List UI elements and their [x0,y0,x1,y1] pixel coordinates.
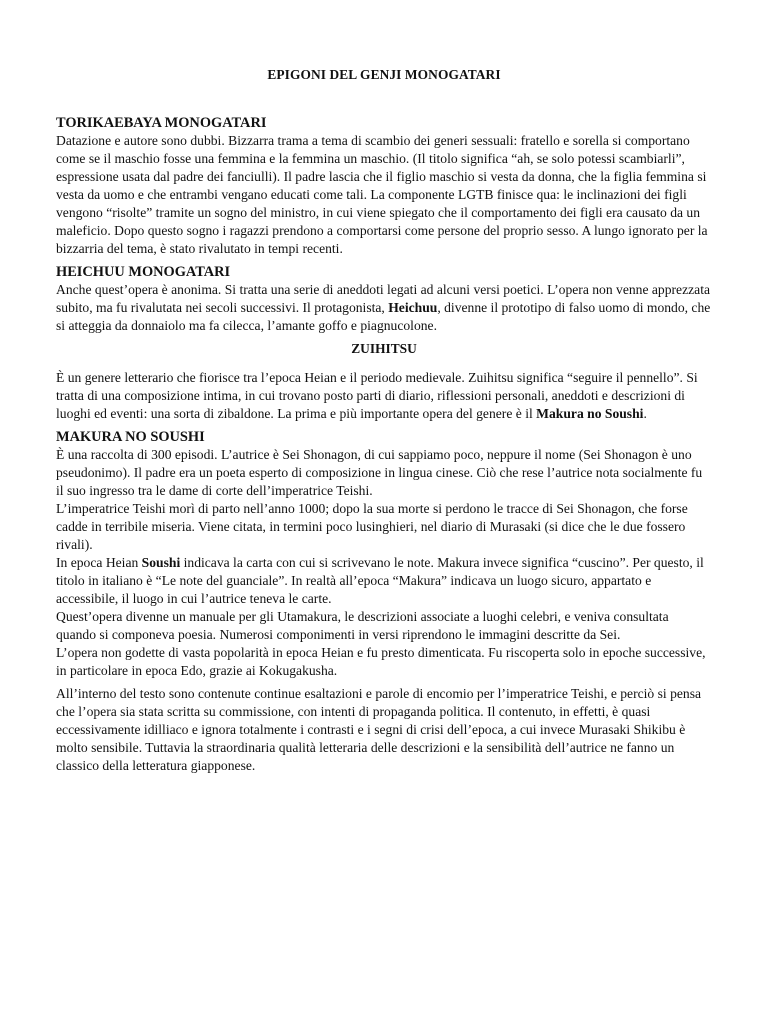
paragraph-torikaebaya: Datazione e autore sono dubbi. Bizzarra trama a tema di scambio dei generi sessuali: fratello e sorella si comportano come se il maschio fosse una femmina e la femmina un maschio. (Il titolo significa “ah, se solo potessi scambiarli”, espressione usata dal padre dei fanciulli). Il padre lascia che il figlio maschio si vesta da donna, che la figlia femmina si vesta da uomo e che entrambi vengano educati come tali. La componente LGTB finisce qua: le inclinazioni dei figli vengono “risolte” tramite un sogno del ministro, in cui viene spiegato che il comportamento dei figli era causato da un maleficio. Dopo questo sogno i ragazzi prendono a comportarsi come persone del proprio sesso. A lungo ignorato per la bizzarria del tema, è stato rivalutato in tempi recenti. [56,133,708,256]
bold-term-soushi: Soushi [141,555,181,570]
document-title: EPIGONI DEL GENJI MONOGATARI [267,67,501,82]
section-zuihitsu [56,340,712,423]
section-heading-heichuu: HEICHUU MONOGATARI [56,264,231,280]
section-makura [56,428,712,775]
section-torikaebaya [56,114,712,258]
paragraph-makura-4: Quest’opera divenne un manuale per gli Utamakura, le descrizioni associate a luoghi celebri, e veniva consultata quando si componeva poesia. Numerosi componimenti in versi riprendono le immagini descritte da Sei. [56,609,669,642]
paragraph-makura-6: All’interno del testo sono contenute continue esaltazioni e parole di encomio per l’imperatrice Teishi, e perciò si pensa che l’opera sia stata scritta su commissione, con intenti di propaganda politica. Il contenuto, in effetti, è quasi eccessivamente idilliaco e ignora totalmente i contrasti e i segni di crisi dell’epoca, a cui invece Murasaki Shikibu è molto sensibile. Tuttavia la straordinaria qualità letteraria delle descrizioni e la sensibilità dell’autrice ne fanno un classico della letteratura giapponese. [56,686,702,773]
paragraph-makura-5: L’opera non godette di vasta popolarità in epoca Heian e fu presto dimenticata. Fu riscoperta solo in epoche successive, in particolare in epoca Edo, grazie ai Kokugakusha. [56,645,706,678]
section-heichuu [56,263,712,335]
text-span: In epoca Heian [56,555,142,570]
text-span: indicava la carta con cui si scrivevano le note. Makura invece significa “cuscino”. Per questo, il titolo in italiano è “Le note del guanciale”. In realtà all’epoca “Makura” indicava un luogo sicuro, appartato e accessibile, il luogo in cui l’autrice teneva le carte. [56,555,704,606]
text-span: . [643,406,647,421]
section-heading-makura: MAKURA NO SOUSHI [56,429,205,445]
paragraph-makura-1: È una raccolta di 300 episodi. L’autrice è Sei Shonagon, di cui sappiamo poco, neppure il nome (Sei Shonagon è uno pseudonimo). Il padre era un poeta esperto di composizione in lingua cinese. Ciò che rese l’autrice nota socialmente fu il suo ingresso tra le dame di corte dell’imperatrice Teishi. [56,447,703,498]
document-page [56,66,712,780]
bold-term-heichuu: Heichuu [388,300,438,315]
paragraph-makura-2: L’imperatrice Teishi morì di parto nell’anno 1000; dopo la sua morte si perdono le tracce di Sei Shonagon, che forse cadde in terribile miseria. Viene citata, in termini poco lusinghieri, nel diario di Murasaki (si dice che le due fossero rivali). [56,501,688,552]
paragraph-zuihitsu [56,369,712,423]
text-span: È un genere letterario che fiorisce tra l’epoca Heian e il periodo medievale. Zuihitsu significa “seguire il pennello”. Si tratta di una composizione intima, in cui trovano posto parti di diario, riflessioni personali, aneddoti e descrizioni di luoghi ed eventi: una sorta di zibaldone. La prima e più importante opera del genere è il [56,370,698,421]
section-heading-zuihitsu: ZUIHITSU [351,341,417,356]
bold-term-makura: Makura no Soushi [536,406,644,421]
paragraph-heichuu [56,281,712,335]
text-span: Anche quest’opera è anonima. Si tratta una serie di aneddoti legati ad alcuni versi poetici. L’opera non venne apprezzata subito, ma fu rivalutata nei secoli successivi. Il protagonista, [56,282,710,315]
paragraph-makura-3 [56,554,712,608]
text-span: , divenne il prototipo di falso uomo di mondo, che si atteggia da donnaiolo ma fa cilecca, l’amante goffo e piagnucolone. [56,300,711,333]
section-heading-torikaebaya: TORIKAEBAYA MONOGATARI [56,115,267,131]
